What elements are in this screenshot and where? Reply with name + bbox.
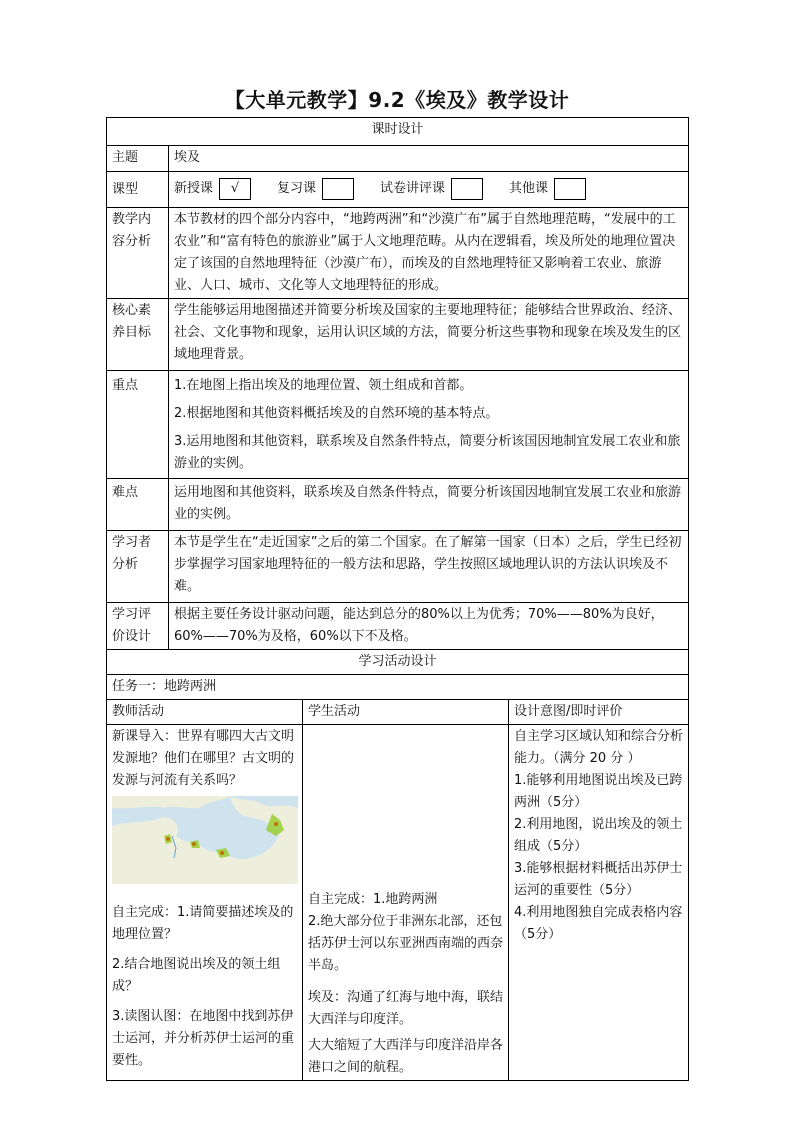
design-item: 2.利用地图，说出埃及的领土组成（5分） bbox=[514, 817, 683, 854]
lesson-design-header-row bbox=[107, 118, 689, 146]
lesson-type-review-label: 复习课 bbox=[277, 181, 317, 197]
design-intro: 自主学习区域认知和综合分析能力。（满分 20 分 ） bbox=[514, 729, 684, 766]
key-point-item: 3.运用地图和其他资料，联系埃及自然条件特点，简要分析该国因地制宜发展工农业和旅游业的实例。 bbox=[174, 434, 681, 471]
core-literacy-text: 学生能够运用地图描述并简要分析埃及国家的主要地理特征；能够结合世界政治、经济、社会、文化事物和现象，运用认识区域的方法，简要分析这些事物和现象在埃及发生的区域地理背景。 bbox=[169, 299, 689, 371]
student-answer-2: 2.绝大部分位于非洲东北部，还包括苏伊士河以东亚洲西南端的西奈半岛。 bbox=[308, 914, 504, 973]
student-answer-4: 大大缩短了大西洋与印度洋沿岸各港口之间的航程。 bbox=[308, 1038, 504, 1075]
student-activity-cell bbox=[303, 725, 509, 1081]
difficult-points-label: 难点 bbox=[107, 479, 169, 531]
lesson-type-new-label: 新授课 bbox=[174, 181, 214, 197]
activity-design-header: 学习活动设计 bbox=[107, 650, 689, 675]
topic-label: 主题 bbox=[107, 146, 169, 172]
core-literacy-row bbox=[107, 299, 689, 371]
activity-content-row bbox=[107, 725, 689, 1081]
lesson-type-review-checkbox[interactable] bbox=[322, 178, 354, 200]
content-analysis-text: 本节教材的四个部分内容中，“地跨两洲”和“沙漠广布”属于自然地理范畴，“发展中的工农业”和“富有特色的旅游业”属于人文地理范畴。从内在逻辑看，埃及所处的地理位置决定了该国的自然地理特征（沙漠广布），而埃及的自然地理特征又影响着工农业、旅游业、人口、城市、文化等人文地理特征的形成。 bbox=[169, 208, 689, 299]
content-analysis-row bbox=[107, 208, 689, 299]
task-row bbox=[107, 675, 689, 700]
key-points-label: 重点 bbox=[107, 371, 169, 479]
lesson-plan-table bbox=[106, 117, 689, 1081]
design-item: 4.利用地图独自完成表格内容（5分） bbox=[514, 905, 683, 942]
key-points-list bbox=[169, 371, 689, 479]
lesson-design-header: 课时设计 bbox=[107, 118, 689, 146]
task-title: 任务一：地跨两洲 bbox=[107, 675, 689, 700]
teacher-question-3: 3.读图认图：在地图中找到苏伊士运河，并分析苏伊士运河的重要性。 bbox=[112, 1009, 295, 1068]
student-answer-3: 埃及：沟通了红海与地中海，联结大西洋与印度洋。 bbox=[308, 990, 504, 1027]
difficult-points-text: 运用地图和其他资料，联系埃及自然条件特点，简要分析该国因地制宜发展工农业和旅游业的实例。 bbox=[169, 479, 689, 531]
core-literacy-label: 核心素养目标 bbox=[107, 299, 169, 371]
student-column-header: 学生活动 bbox=[303, 700, 509, 725]
teacher-column-header: 教师活动 bbox=[107, 700, 303, 725]
lesson-type-other-checkbox[interactable] bbox=[554, 178, 586, 200]
teacher-question-1: 自主完成：1.请简要描述埃及的地理位置？ bbox=[112, 905, 294, 942]
evaluation-label: 学习评价设计 bbox=[107, 603, 169, 650]
design-column-header: 设计意图/即时评价 bbox=[509, 700, 689, 725]
design-item: 3.能够根据材料概括出苏伊士运河的重要性（5分） bbox=[514, 861, 683, 898]
design-intent-cell bbox=[509, 725, 689, 1081]
lesson-type-exam-label: 试卷讲评课 bbox=[380, 181, 446, 197]
learner-analysis-text: 本节是学生在“走近国家”之后的第二个国家。在了解第一国家（日本）之后，学生已经初步掌握学习国家地理特征的一般方法和思路，学生按照区域地理认识的方法认识埃及不难。 bbox=[169, 531, 689, 603]
difficult-points-row bbox=[107, 479, 689, 531]
lesson-type-options bbox=[169, 172, 689, 208]
lesson-type-row bbox=[107, 172, 689, 208]
student-answer-1: 自主完成：1.地跨两洲 bbox=[308, 892, 438, 907]
evaluation-text: 根据主要任务设计驱动问题，能达到总分的80%以上为优秀；70%——80%为良好，60%——70%为及格，60%以下不及格。 bbox=[169, 603, 689, 650]
teacher-activity-cell bbox=[107, 725, 303, 1081]
teacher-question-2: 2.结合地图说出埃及的领土组成？ bbox=[112, 957, 281, 994]
document-title: 【大单元教学】9.2《埃及》教学设计 bbox=[224, 88, 570, 112]
evaluation-row bbox=[107, 603, 689, 650]
lesson-type-other-label: 其他课 bbox=[509, 181, 549, 197]
key-points-row bbox=[107, 371, 689, 479]
topic-row bbox=[107, 146, 689, 172]
lesson-type-label: 课型 bbox=[107, 172, 169, 208]
activity-design-header-row bbox=[107, 650, 689, 675]
content-analysis-label: 教学内容分析 bbox=[107, 208, 169, 299]
key-point-item: 1.在地图上指出埃及的地理位置、领土组成和首都。 bbox=[174, 378, 473, 393]
lesson-type-new-checkbox[interactable]: √ bbox=[219, 178, 251, 200]
design-item: 1.能够利用地图说出埃及已跨两洲（5分） bbox=[514, 773, 683, 810]
learner-analysis-row bbox=[107, 531, 689, 603]
key-point-item: 2.根据地图和其他资料概括埃及的自然环境的基本特点。 bbox=[174, 406, 499, 421]
learner-analysis-label: 学习者分析 bbox=[107, 531, 169, 603]
topic-value: 埃及 bbox=[169, 146, 689, 172]
ancient-civilizations-map bbox=[112, 796, 298, 884]
lesson-type-exam-checkbox[interactable] bbox=[451, 178, 483, 200]
activity-columns-row bbox=[107, 700, 689, 725]
teacher-intro: 新课导入：世界有哪四大古文明发源地？他们在哪里？古文明的发源与河流有关系吗？ bbox=[112, 729, 295, 788]
